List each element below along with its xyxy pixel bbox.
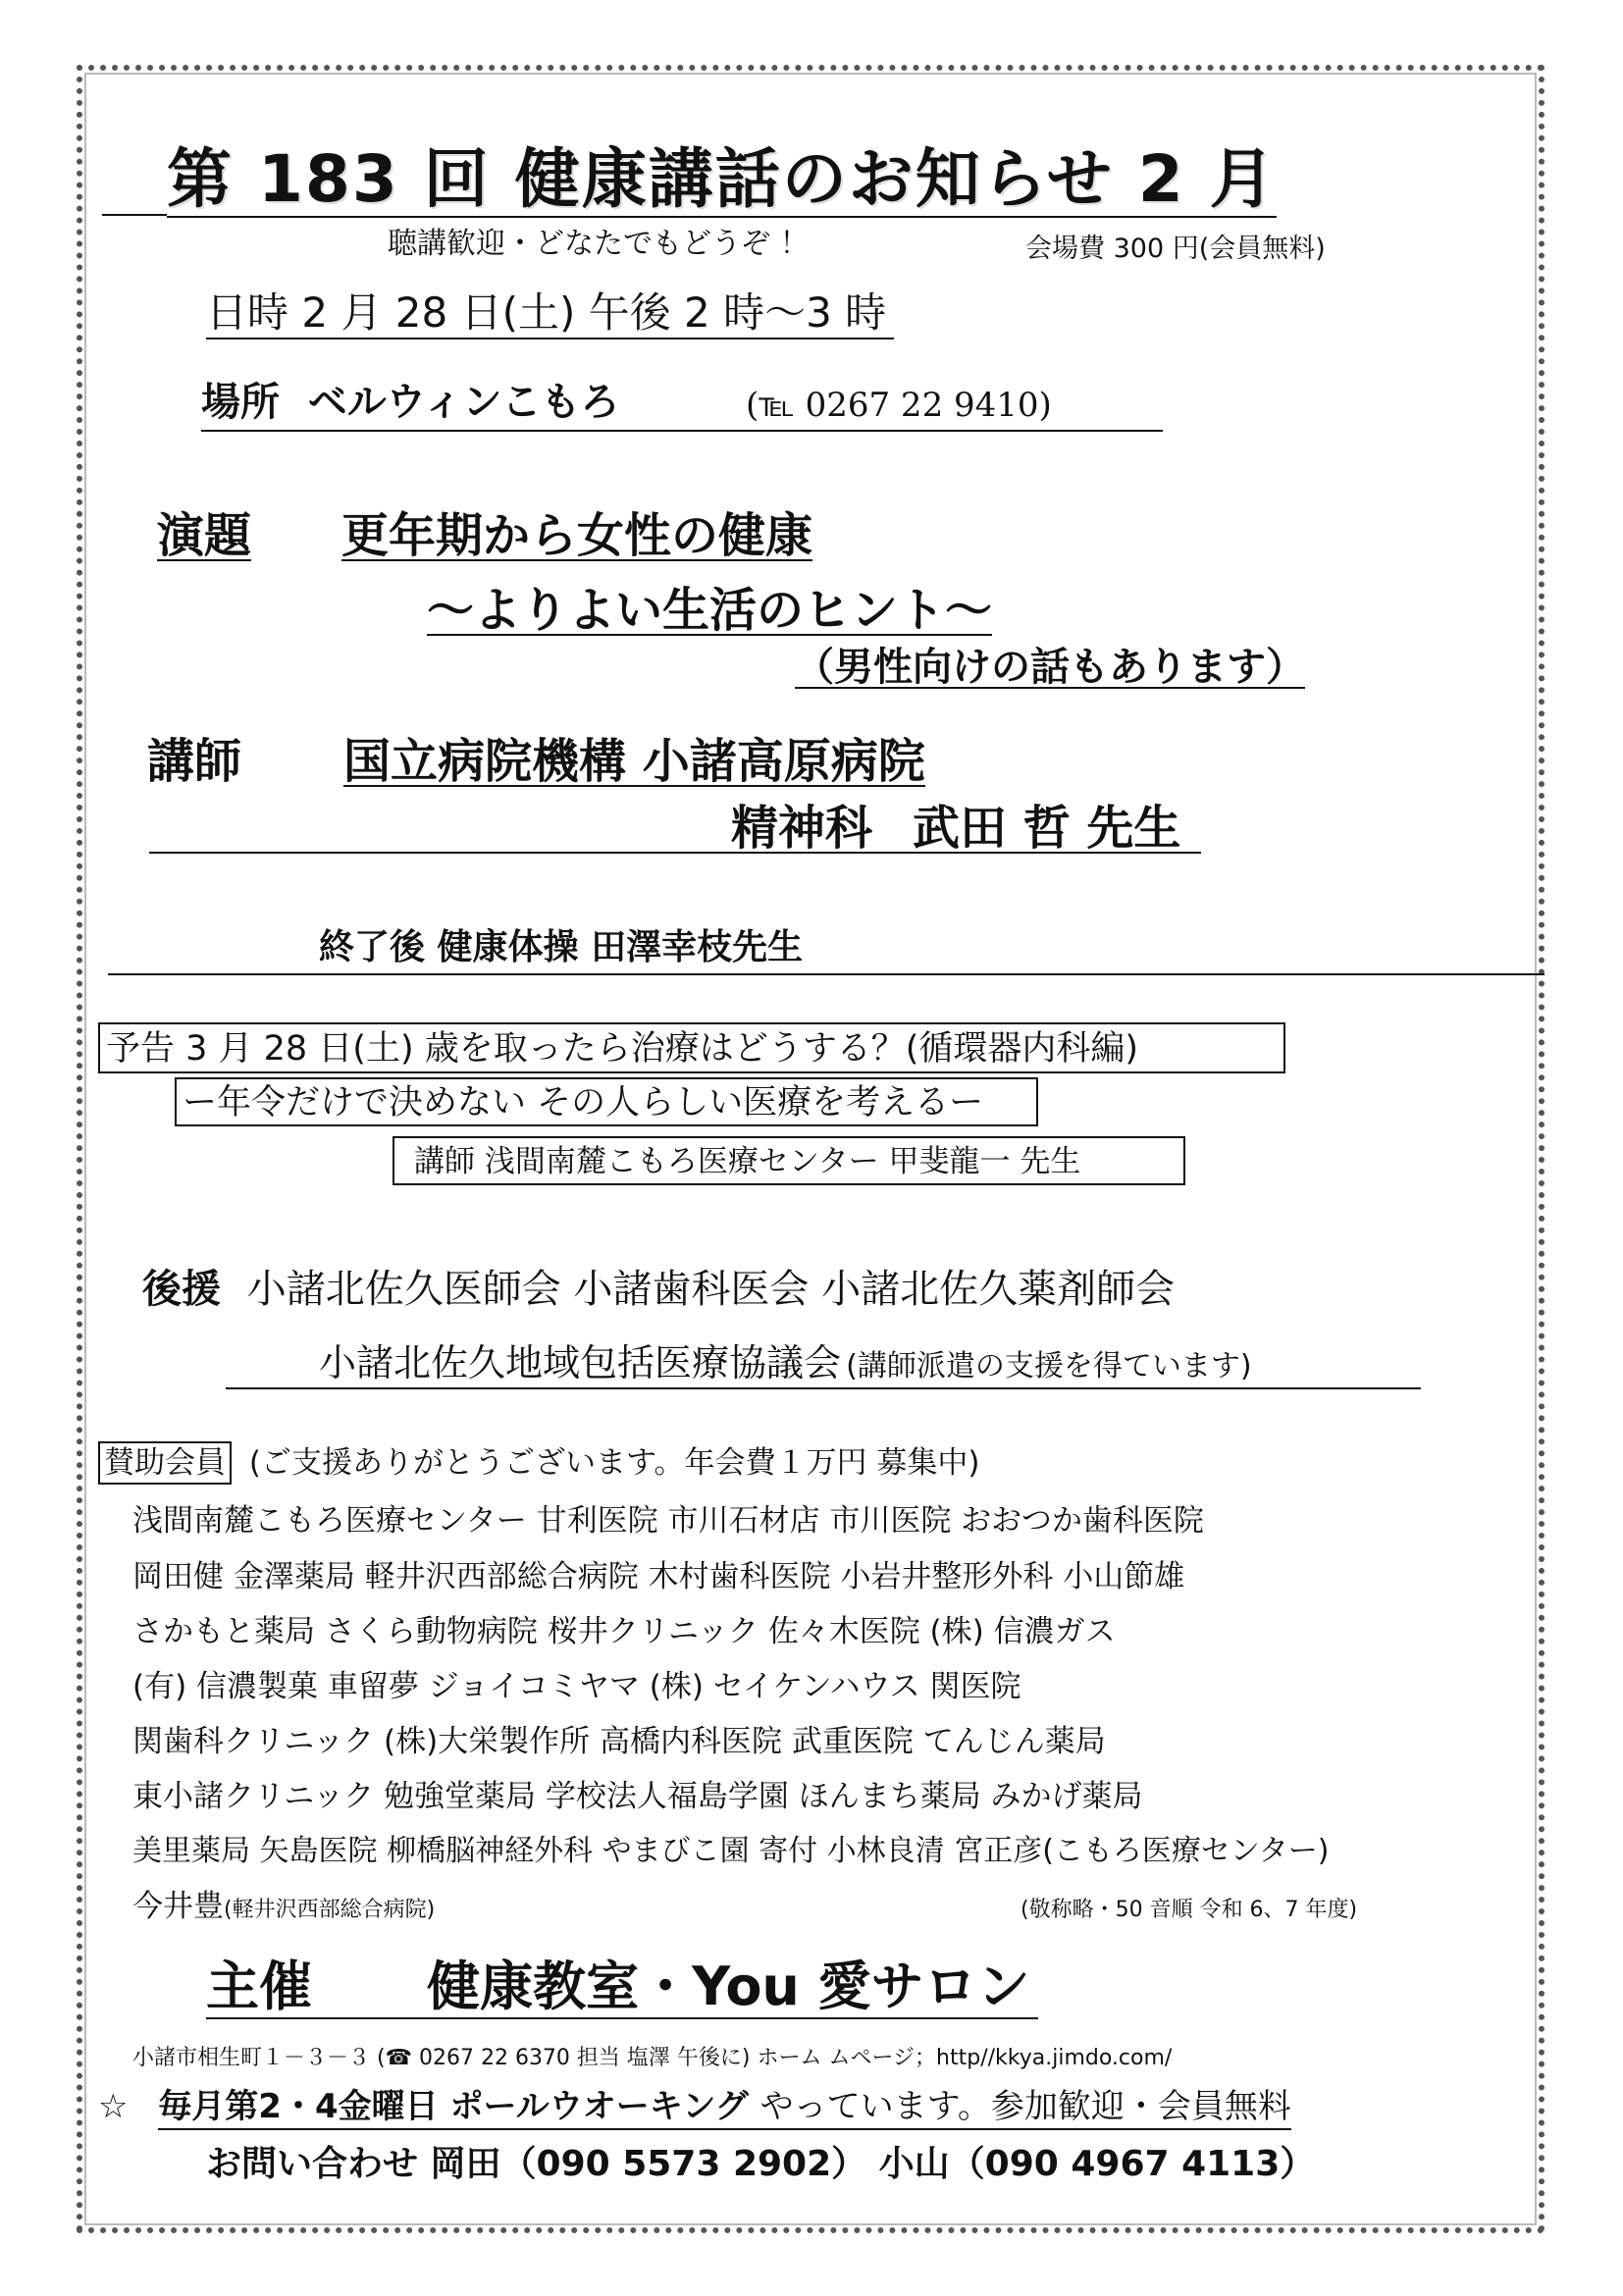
title-text: 回 健康講話のお知らせ 2 月 (423, 141, 1277, 217)
fee-text: 会場費 300 円(会員無料) (1025, 234, 1326, 264)
venue-name: ベルウィンこもろ (307, 380, 620, 425)
member-line-last (132, 1889, 436, 1924)
walking-line (98, 2087, 1291, 2126)
host-line (206, 1956, 1038, 2019)
member-last-affil: (軽井沢西部総合病院) (224, 1898, 436, 1922)
preview-line2: ー年令だけで決めない その人らしい医療を考えるー (175, 1077, 1038, 1126)
host-name: 健康教室・You 愛サロン (427, 1956, 1030, 2017)
member-line: 岡田健 金澤薬局 軽井沢西部総合病院 木村歯科医院 小岩井整形外科 小山節雄 (132, 1559, 1185, 1594)
preview-line3: 講師 浅間南麓こもろ医療センター 甲斐龍一 先生 (393, 1136, 1185, 1185)
speaker-rule (149, 852, 1201, 854)
title-number: 183 (257, 141, 399, 217)
support-note: (講師派遣の支援を得ています) (846, 1349, 1252, 1383)
members-header (98, 1445, 980, 1481)
venue-label: 場所 (201, 380, 280, 425)
speaker-name: 武田 哲 先生 (913, 801, 1181, 856)
welcome-text: 聴講歓迎・どなたでもどうぞ ！ (388, 227, 810, 261)
members-label: 賛助会員 (98, 1441, 232, 1485)
member-line: (有) 信濃製菓 車留夢 ジョイコミヤマ (株) セイケンハウス 関医院 (132, 1669, 1021, 1704)
page-title (167, 141, 1277, 218)
support-line2 (226, 1341, 1421, 1389)
support-line1 (142, 1267, 1176, 1312)
member-line: 浅間南麓こもろ医療センター 甘利医院 市川石材店 市川医院 おおつか歯科医院 (132, 1503, 1204, 1539)
members-intro: (ご支援ありがとうございます。年会費１万円 募集中) (248, 1445, 980, 1481)
member-last-name: 今井豊 (132, 1889, 224, 1924)
lecture-label: 演題 (157, 508, 252, 563)
member-line: 東小諸クリニック 勉強堂薬局 学校法人福島学園 ほんまち薬局 みかげ薬局 (132, 1779, 1143, 1814)
section-divider (108, 973, 1544, 975)
support-label: 後援 (142, 1267, 221, 1312)
walking-tail: やっています。参加歓迎・会員無料 (759, 2087, 1291, 2126)
members-footnote: (敬称略・50 音順 令和 6、7 年度) (1021, 1898, 1358, 1922)
host-label: 主催 (206, 1956, 312, 2017)
venue-tel: (℡ 0267 22 9410) (746, 386, 1052, 425)
member-line: さかもと薬局 さくら動物病院 桜井クリニック 佐々木医院 (株) 信濃ガス (132, 1614, 1116, 1649)
speaker-org: 国立病院機構 小諸高原病院 (343, 734, 925, 789)
title-prefix: 第 (167, 141, 234, 217)
contact-line: お問い合わせ 岡田（090 5573 2902） 小山（090 4967 4113） (206, 2144, 1316, 2184)
walking-title: 毎月第2・4金曜日 ポールウオーキング (158, 2087, 749, 2126)
after-program: 終了後 健康体操 田澤幸枝先生 (319, 927, 804, 967)
lecture-title: 更年期から女性の健康 (341, 508, 813, 563)
address-line: 小諸市相生町１－３－３ (☎ 0267 22 6370 担当 塩澤 午後に) ホーム ムページ；http//kkya.jimdo.com/ (132, 2046, 1173, 2070)
venue-line (201, 380, 1163, 432)
event-datetime: 日時 2 月 28 日(土) 午後 2 時～3 時 (206, 292, 894, 339)
title-leading-rule (102, 214, 167, 216)
speaker-label: 講師 (147, 734, 242, 789)
support-orgs1: 小諸北佐久医師会 小諸歯科医会 小諸北佐久薬剤師会 (246, 1267, 1176, 1312)
member-line: 美里薬局 矢島医院 柳橋脳神経外科 やまびこ園 寄付 小林良清 宮正彦(こもろ医療センター) (132, 1834, 1330, 1868)
support-orgs2: 小諸北佐久地域包括医療協議会 (319, 1341, 842, 1384)
member-line: 関歯科クリニック (株)大栄製作所 高橋内科医院 武重医院 てんじん薬局 (132, 1724, 1106, 1759)
lecture-subtitle: ～よりよい生活のヒント～ (427, 583, 993, 638)
preview-line1: 予告 3 月 28 日(土) 歳を取ったら治療はどうする？(循環器内科編) (98, 1022, 1285, 1073)
walking-text (158, 2087, 1291, 2130)
star-icon: ☆ (98, 2087, 129, 2126)
speaker-dept: 精神科 (731, 801, 873, 856)
lecture-note: （男性向けの話もあります） (795, 645, 1305, 690)
